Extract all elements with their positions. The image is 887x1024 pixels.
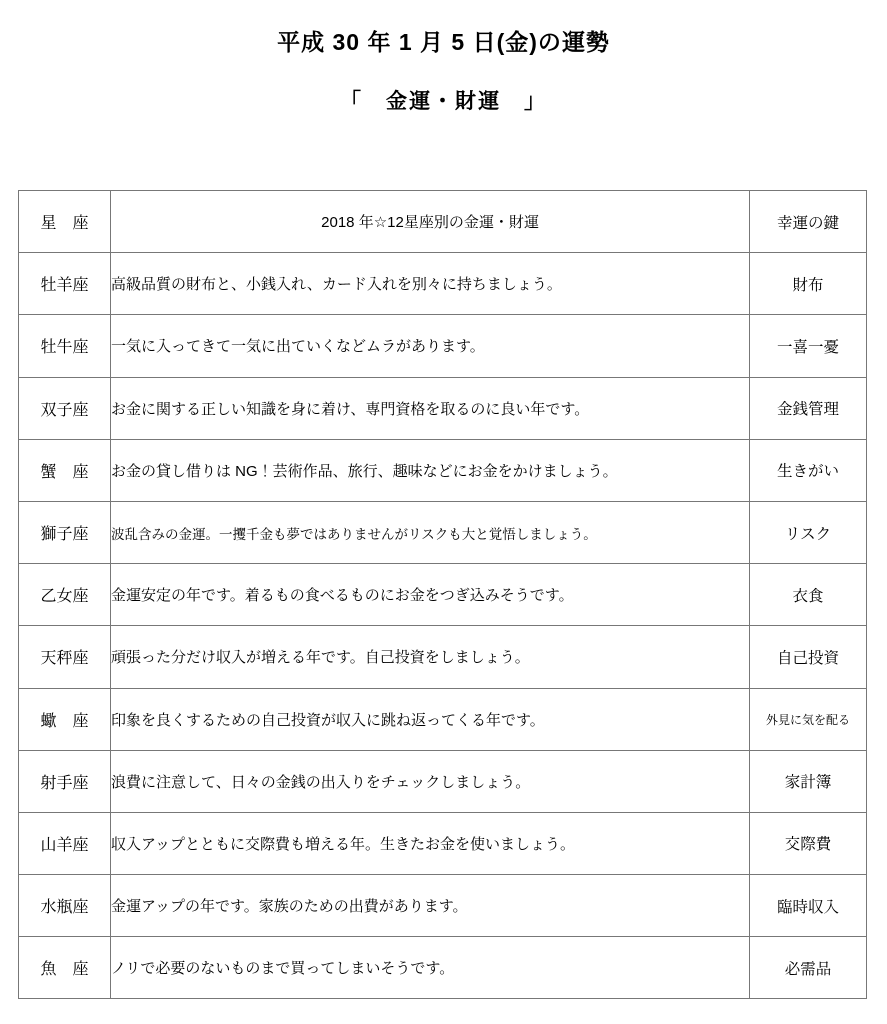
- lucky-key: リスク: [750, 501, 867, 563]
- lucky-key: 外見に気を配る: [750, 688, 867, 750]
- header-sign: 星 座: [19, 191, 111, 253]
- page-title: 平成 30 年 1 月 5 日(金)の運勢: [277, 29, 610, 55]
- fortune-description: 高級品質の財布と、小銭入れ、カード入れを別々に持ちましょう。: [111, 253, 750, 315]
- lucky-key: 一喜一憂: [750, 315, 867, 377]
- table-header-row: [19, 191, 867, 253]
- lucky-key: 衣食: [750, 564, 867, 626]
- table-row-leo: [19, 501, 867, 563]
- fortune-description: 収入アップとともに交際費も増える年。生きたお金を使いましょう。: [111, 812, 750, 874]
- fortune-description: 浪費に注意して、日々の金銭の出入りをチェックしましょう。: [111, 750, 750, 812]
- table-row-libra: [19, 626, 867, 688]
- lucky-key: 交際費: [750, 812, 867, 874]
- table-row-pisces: [19, 937, 867, 999]
- page-subtitle: 「 金運・財運 」: [340, 90, 547, 113]
- lucky-key: 生きがい: [750, 439, 867, 501]
- lucky-key: 臨時収入: [750, 875, 867, 937]
- sign-label: 射手座: [19, 750, 111, 812]
- sign-label: 魚 座: [19, 937, 111, 999]
- table-row-aries: [19, 253, 867, 315]
- lucky-key: 財布: [750, 253, 867, 315]
- sign-label: 牡牛座: [19, 315, 111, 377]
- fortune-description: 金運安定の年です。着るもの食べるものにお金をつぎ込みそうです。: [111, 564, 750, 626]
- fortune-description: お金の貸し借りは NG！芸術作品、旅行、趣味などにお金をかけましょう。: [111, 439, 750, 501]
- fortune-description: ノリで必要のないものまで買ってしまいそうです。: [111, 937, 750, 999]
- fortune-description: 頑張った分だけ収入が増える年です。自己投資をしましょう。: [111, 626, 750, 688]
- fortune-description: お金に関する正しい知識を身に着け、専門資格を取るのに良い年です。: [111, 377, 750, 439]
- sign-label: 双子座: [19, 377, 111, 439]
- table-row-capricorn: [19, 812, 867, 874]
- sign-label: 蠍 座: [19, 688, 111, 750]
- table-row-taurus: [19, 315, 867, 377]
- lucky-key: 金銭管理: [750, 377, 867, 439]
- table-row-scorpio: [19, 688, 867, 750]
- fortune-table: [18, 190, 867, 999]
- fortune-description: 印象を良くするための自己投資が収入に跳ね返ってくる年です。: [111, 688, 750, 750]
- fortune-description: 一気に入ってきて一気に出ていくなどムラがあります。: [111, 315, 750, 377]
- table-row-cancer: [19, 439, 867, 501]
- sign-label: 乙女座: [19, 564, 111, 626]
- lucky-key: 家計簿: [750, 750, 867, 812]
- sign-label: 水瓶座: [19, 875, 111, 937]
- header-key: 幸運の鍵: [750, 191, 867, 253]
- sign-label: 牡羊座: [19, 253, 111, 315]
- sign-label: 天秤座: [19, 626, 111, 688]
- fortune-description: 金運アップの年です。家族のための出費があります。: [111, 875, 750, 937]
- sign-label: 蟹 座: [19, 439, 111, 501]
- fortune-description: 波乱含みの金運。一攫千金も夢ではありませんがリスクも大と覚悟しましょう。: [111, 501, 750, 563]
- table-row-gemini: [19, 377, 867, 439]
- header-description: 2018 年☆12星座別の金運・財運: [111, 191, 750, 253]
- table-row-virgo: [19, 564, 867, 626]
- sign-label: 山羊座: [19, 812, 111, 874]
- lucky-key: 自己投資: [750, 626, 867, 688]
- sign-label: 獅子座: [19, 501, 111, 563]
- lucky-key: 必需品: [750, 937, 867, 999]
- table-row-sagittarius: [19, 750, 867, 812]
- table-row-aquarius: [19, 875, 867, 937]
